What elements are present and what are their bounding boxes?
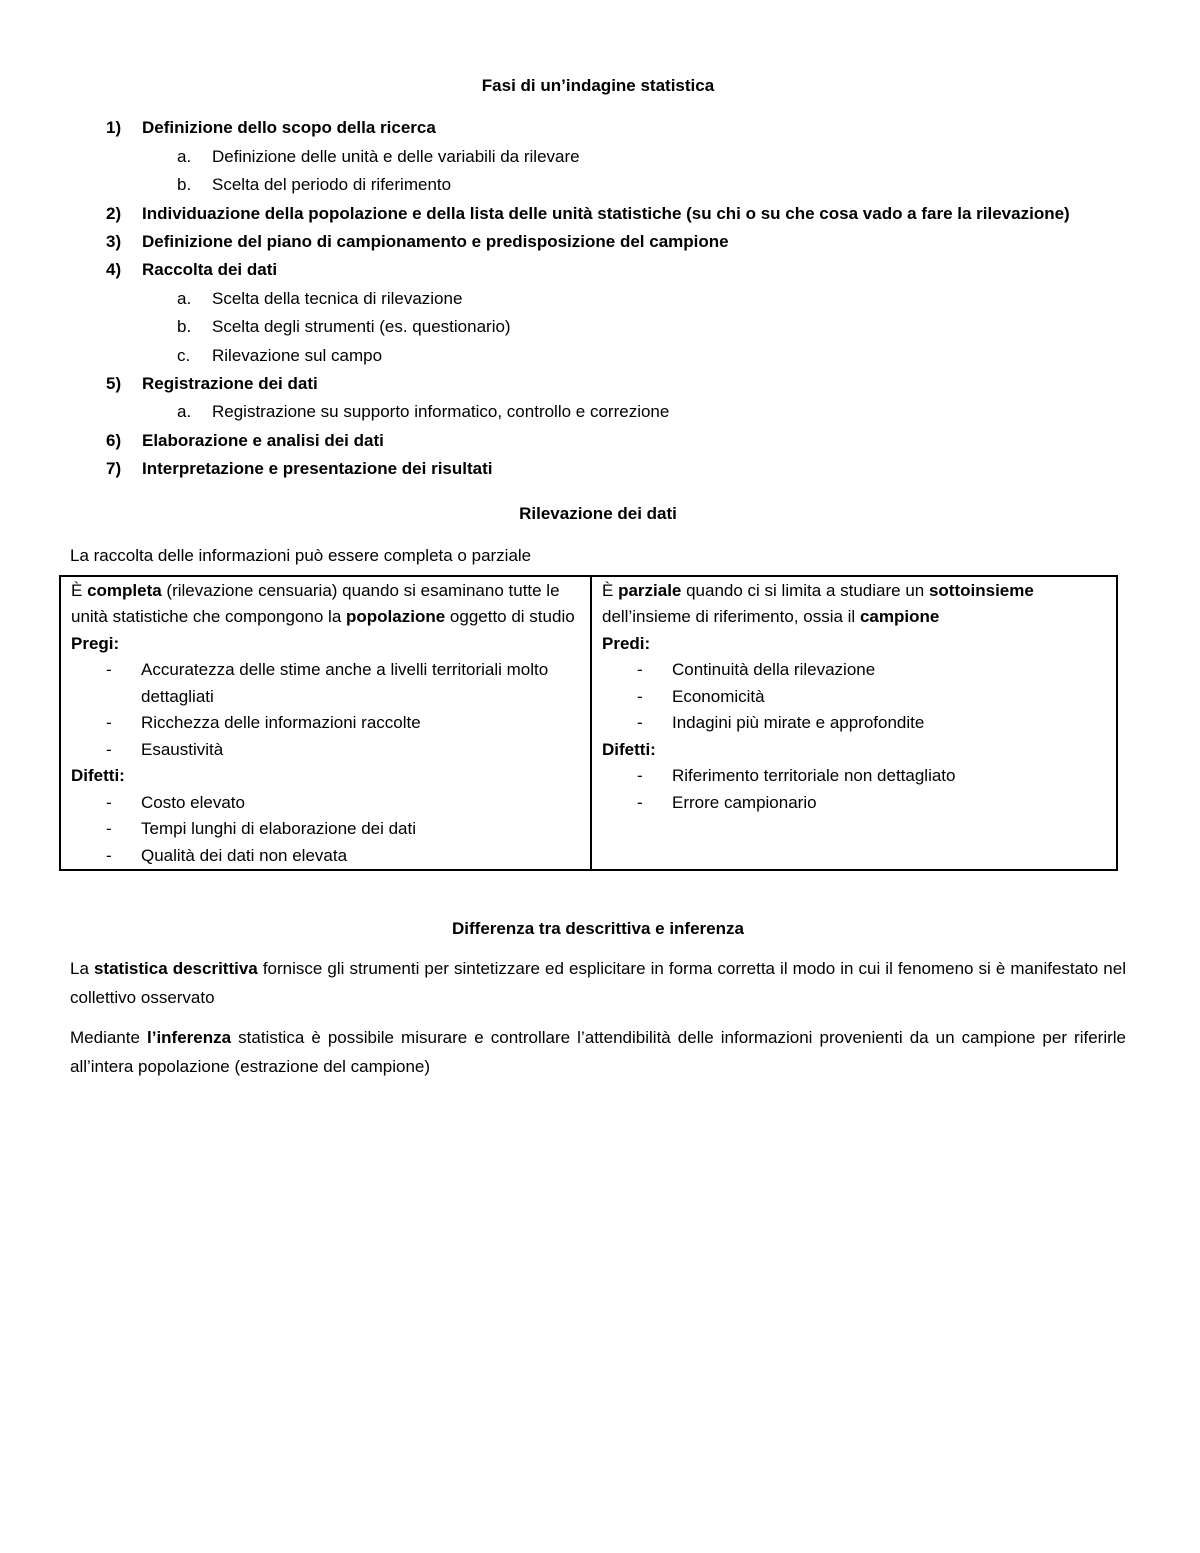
subitem-letter: a. bbox=[177, 288, 192, 308]
phase-number: 6) bbox=[106, 430, 122, 450]
list-item bbox=[71, 657, 581, 710]
list-item-text: Indagini più mirate e approfondite bbox=[672, 713, 925, 732]
phase-item bbox=[70, 370, 1126, 427]
term-sottoinsieme: sottoinsieme bbox=[928, 580, 1034, 600]
subitem-letter: a. bbox=[177, 146, 192, 166]
phase-subitem bbox=[142, 398, 1126, 426]
subitem-letter: b. bbox=[177, 317, 192, 337]
dash-bullet: - bbox=[637, 766, 643, 785]
completa-definition bbox=[71, 578, 581, 631]
list-item-text: Accuratezza delle stime anche a livelli territoriali molto dettagliati bbox=[141, 660, 549, 706]
comparison-table bbox=[59, 575, 1118, 872]
phase-subitem bbox=[142, 285, 1126, 313]
phase-subitem bbox=[142, 342, 1126, 370]
section-title-rilevazione: Rilevazione dei dati bbox=[519, 503, 677, 523]
list-item-text: Economicità bbox=[672, 686, 765, 706]
list-item bbox=[602, 710, 1107, 737]
list-item bbox=[602, 657, 1107, 684]
phase-text: Registrazione dei dati bbox=[142, 374, 318, 394]
pros-list bbox=[602, 657, 1107, 737]
dash-bullet: - bbox=[106, 819, 112, 838]
section-title-fasi: Fasi di un’indagine statistica bbox=[481, 76, 715, 95]
subitem-letter: a. bbox=[177, 402, 192, 422]
phase-text: Individuazione della popolazione e della lista delle unità statistiche (su chi o su che cosa vado a fare la rilevazione) bbox=[142, 203, 1070, 223]
phase-subitem bbox=[142, 313, 1126, 341]
cons-label: Difetti: bbox=[71, 766, 125, 785]
term-completa: completa bbox=[87, 580, 162, 600]
term-popolazione: popolazione bbox=[346, 607, 446, 626]
text-run: quando ci si limita a studiare un bbox=[681, 580, 929, 600]
cons-label: Difetti: bbox=[602, 739, 656, 759]
phase-item bbox=[70, 200, 1126, 228]
phase-sublist bbox=[142, 143, 1126, 200]
phase-item bbox=[70, 455, 1126, 483]
dash-bullet: - bbox=[637, 660, 643, 679]
phase-number: 3) bbox=[106, 232, 122, 252]
cell-completa bbox=[60, 576, 591, 871]
phase-subitem bbox=[142, 143, 1126, 171]
list-item bbox=[602, 684, 1107, 711]
term-statistica-descrittiva: statistica descrittiva bbox=[93, 959, 258, 979]
dash-bullet: - bbox=[106, 792, 112, 812]
list-item bbox=[71, 843, 581, 870]
list-item bbox=[602, 790, 1107, 817]
phase-number: 7) bbox=[106, 459, 122, 479]
subitem-text: Scelta del periodo di riferimento bbox=[212, 175, 452, 195]
phase-text: Raccolta dei dati bbox=[142, 260, 278, 280]
phase-text: Definizione dello scopo della ricerca bbox=[142, 118, 436, 138]
text-run: È bbox=[71, 580, 88, 600]
list-item-text: Errore campionario bbox=[672, 792, 817, 812]
phase-subitem bbox=[142, 171, 1126, 199]
text-run: La bbox=[70, 959, 94, 979]
dash-bullet: - bbox=[106, 845, 112, 865]
phases-list bbox=[70, 114, 1126, 483]
phase-number: 5) bbox=[106, 374, 122, 394]
subitem-text: Rilevazione sul campo bbox=[212, 345, 383, 365]
cell-parziale bbox=[591, 576, 1117, 871]
cons-list bbox=[71, 790, 581, 870]
list-item-text: Ricchezza delle informazioni raccolte bbox=[141, 713, 421, 732]
phase-item bbox=[70, 114, 1126, 199]
subitem-text: Definizione delle unità e delle variabili da rilevare bbox=[212, 146, 580, 166]
text-run: fornisce gli strumenti per sintetizzare ed esplicitare in forma corretta il modo in cui il fenomeno si è manifestato nel collettivo osservato bbox=[70, 959, 1126, 1007]
text-run: oggetto di studio bbox=[445, 607, 575, 626]
subitem-text: Scelta degli strumenti (es. questionario) bbox=[212, 317, 511, 337]
list-item-text: Costo elevato bbox=[141, 792, 245, 812]
phase-text: Interpretazione e presentazione dei risultati bbox=[142, 459, 493, 479]
term-parziale: parziale bbox=[618, 580, 682, 600]
list-item bbox=[71, 737, 581, 764]
phase-item bbox=[70, 256, 1126, 370]
table-row bbox=[60, 576, 1117, 871]
section-title-differenza: Differenza tra descrittiva e inferenza bbox=[452, 919, 744, 938]
pros-label: Predi: bbox=[602, 633, 651, 653]
subitem-letter: b. bbox=[177, 175, 192, 195]
list-item-text: Qualità dei dati non elevata bbox=[141, 845, 348, 865]
term-campione: campione bbox=[859, 607, 940, 626]
dash-bullet: - bbox=[637, 686, 643, 706]
dash-bullet: - bbox=[106, 660, 112, 679]
paragraph-inferenza bbox=[70, 1024, 1126, 1081]
pros-label: Pregi: bbox=[71, 633, 120, 653]
text-run: Mediante bbox=[70, 1028, 147, 1048]
term-inferenza: l’inferenza bbox=[147, 1028, 232, 1048]
pros-list bbox=[71, 657, 581, 763]
subitem-text: Registrazione su supporto informatico, controllo e correzione bbox=[212, 402, 670, 422]
list-item-text: Continuità della rilevazione bbox=[672, 660, 876, 679]
phase-number: 4) bbox=[106, 260, 122, 280]
phase-sublist bbox=[142, 285, 1126, 370]
text-run: (rilevazione censuaria) quando si esaminano tutte le unità statistiche che compongono la bbox=[71, 580, 560, 626]
list-item bbox=[71, 790, 581, 817]
phase-text: Definizione del piano di campionamento e predisposizione del campione bbox=[142, 232, 729, 252]
dash-bullet: - bbox=[106, 713, 112, 732]
subitem-text: Scelta della tecnica di rilevazione bbox=[212, 288, 463, 308]
rilevazione-intro: La raccolta delle informazioni può essere completa o parziale bbox=[70, 546, 532, 566]
list-item bbox=[71, 816, 581, 843]
dash-bullet: - bbox=[637, 713, 643, 732]
list-item bbox=[602, 763, 1107, 790]
phase-sublist bbox=[142, 398, 1126, 426]
text-run: È bbox=[602, 580, 619, 600]
list-item-text: Tempi lunghi di elaborazione dei dati bbox=[141, 819, 417, 838]
phase-item bbox=[70, 228, 1126, 256]
dash-bullet: - bbox=[637, 792, 643, 812]
phase-text: Elaborazione e analisi dei dati bbox=[142, 430, 384, 450]
subitem-letter: c. bbox=[177, 345, 191, 365]
text-run: dell’insieme di riferimento, ossia il bbox=[602, 607, 860, 626]
parziale-definition bbox=[602, 578, 1107, 631]
list-item-text: Esaustività bbox=[141, 739, 224, 759]
phase-item bbox=[70, 427, 1126, 455]
text-run: statistica è possibile misurare e controllare l’attendibilità delle informazioni provenienti da un campione per riferirle all’intera popolazione (estrazione del campione) bbox=[70, 1028, 1126, 1076]
cons-list bbox=[602, 763, 1107, 816]
phase-number: 2) bbox=[106, 203, 122, 223]
list-item bbox=[71, 710, 581, 737]
document-page bbox=[70, 72, 1126, 1093]
phase-number: 1) bbox=[106, 118, 122, 138]
paragraph-descrittiva bbox=[70, 955, 1126, 1012]
list-item-text: Riferimento territoriale non dettagliato bbox=[672, 766, 956, 785]
dash-bullet: - bbox=[106, 739, 112, 759]
